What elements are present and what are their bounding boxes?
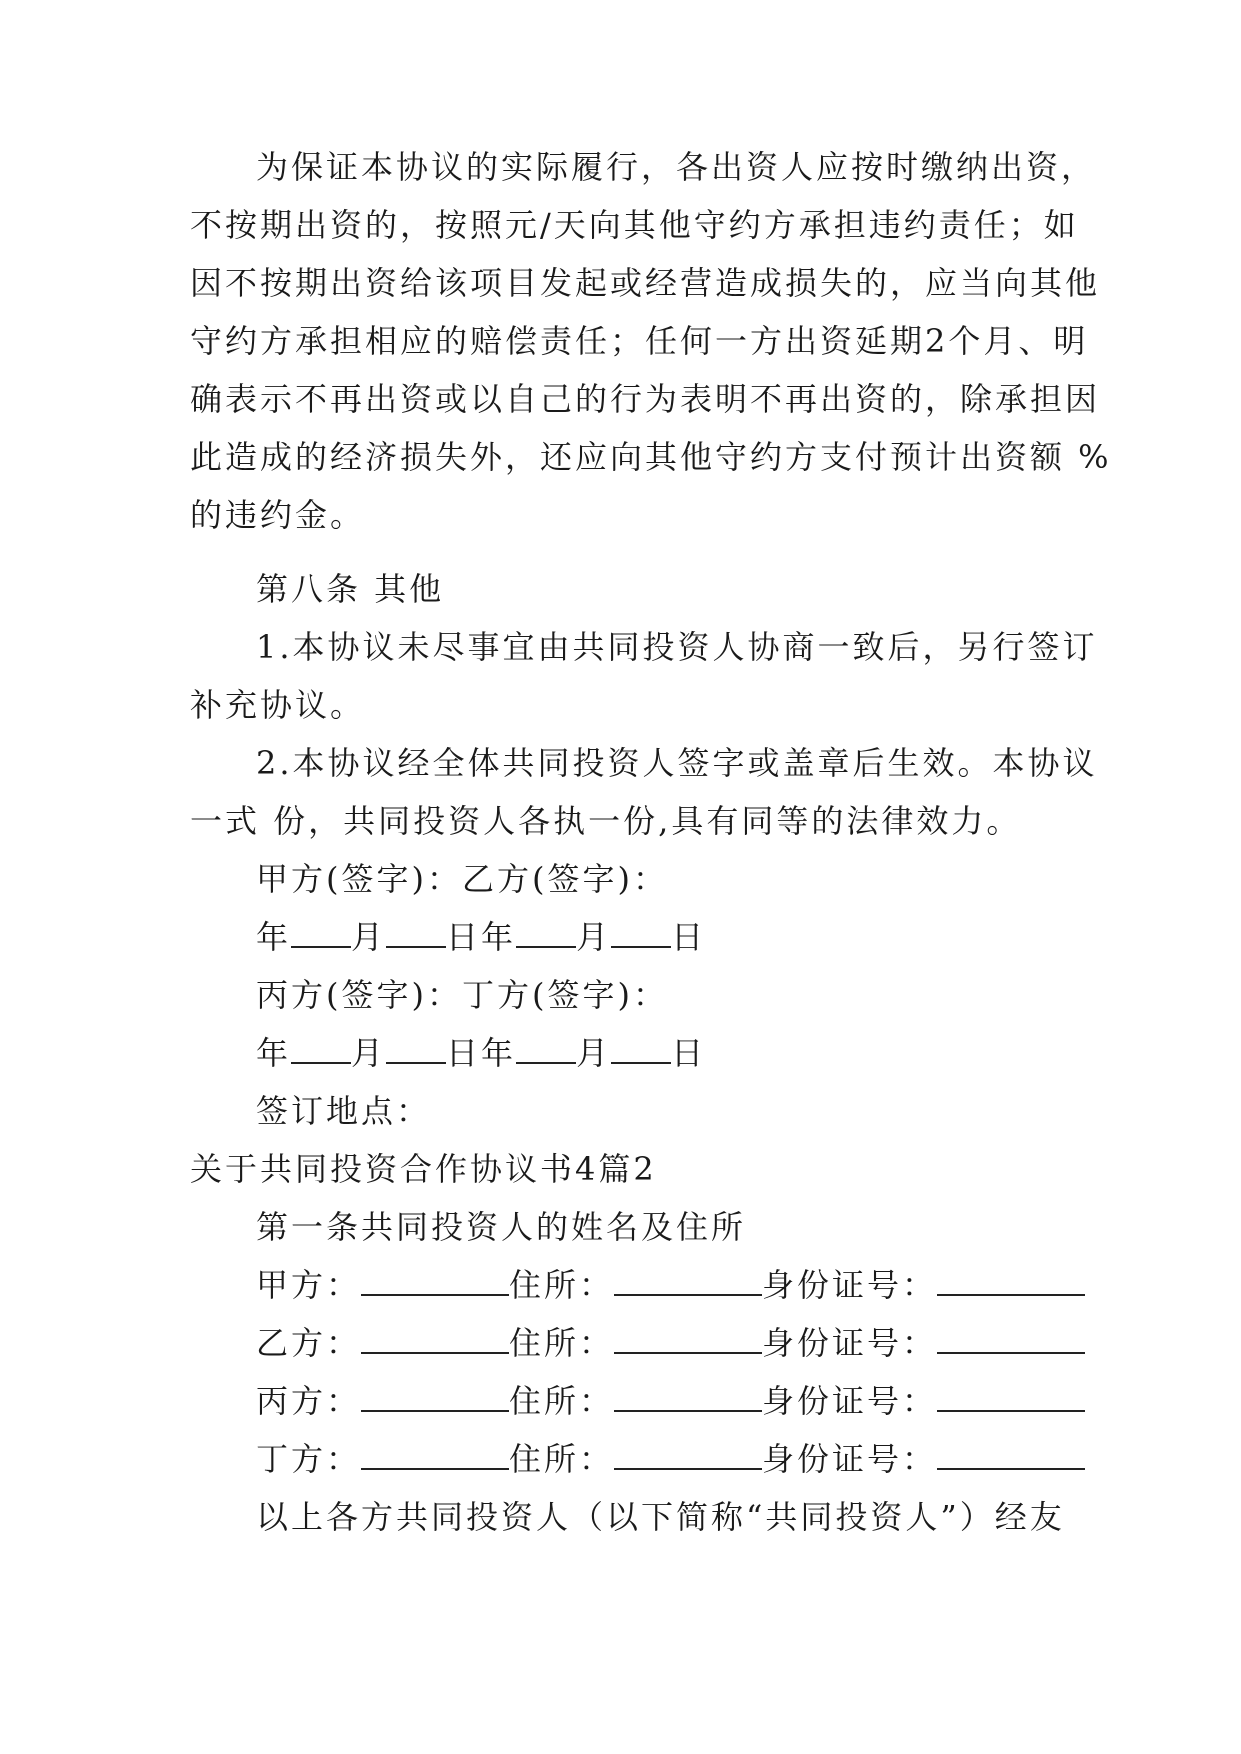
day-label: 日 — [446, 918, 482, 956]
day-blank[interactable] — [386, 1034, 446, 1064]
article-1-heading: 第一条共同投资人的姓名及住所 — [256, 1208, 747, 1246]
paragraph-line: 的违约金。 — [190, 496, 366, 534]
party-row — [256, 1430, 1085, 1488]
paragraph-line: 不按期出资的，按照元/天向其他守约方承担违约责任；如 — [190, 206, 1079, 244]
month-blank[interactable] — [291, 918, 351, 948]
party-label: 甲方： — [256, 1266, 362, 1304]
document-2-title: 关于共同投资合作协议书4篇2 — [190, 1150, 657, 1188]
day-blank[interactable] — [611, 918, 671, 948]
party-row — [256, 1256, 1085, 1314]
month-blank[interactable] — [516, 1034, 576, 1064]
id-label: 身份证号： — [762, 1440, 938, 1478]
year-label: 年 — [256, 918, 292, 956]
id-blank[interactable] — [937, 1382, 1085, 1412]
day-label: 日 — [671, 918, 707, 956]
party-row — [256, 1314, 1085, 1372]
signing-place: 签订地点： — [256, 1092, 432, 1130]
month-blank[interactable] — [291, 1034, 351, 1064]
heading-text: 第八条 其他 — [256, 570, 445, 608]
address-label: 住所： — [509, 1440, 615, 1478]
article-8-item-2 — [190, 734, 1098, 850]
address-blank[interactable] — [614, 1440, 762, 1470]
year-label: 年 — [481, 1034, 517, 1072]
id-label: 身份证号： — [762, 1266, 938, 1304]
party-label: 乙方： — [256, 1324, 362, 1362]
closing-line: 以上各方共同投资人（以下简称“共同投资人”）经友 — [256, 1498, 1065, 1536]
paragraph-line: 2.本协议经全体共同投资人签字或盖章后生效。本协议 — [256, 744, 1098, 782]
day-blank[interactable] — [386, 918, 446, 948]
address-label: 住所： — [509, 1266, 615, 1304]
id-blank[interactable] — [937, 1324, 1085, 1354]
month-blank[interactable] — [516, 918, 576, 948]
id-blank[interactable] — [937, 1266, 1085, 1296]
month-label: 月 — [576, 918, 612, 956]
month-label: 月 — [351, 918, 387, 956]
party-row — [256, 1372, 1085, 1430]
paragraph-line: 一式 份，共同投资人各执一份,具有同等的法律效力。 — [190, 802, 1022, 840]
address-label: 住所： — [509, 1324, 615, 1362]
day-blank[interactable] — [611, 1034, 671, 1064]
id-label: 身份证号： — [762, 1324, 938, 1362]
day-label: 日 — [671, 1034, 707, 1072]
paragraph-line: 1.本协议未尽事宜由共同投资人协商一致后，另行签订 — [256, 628, 1098, 666]
address-blank[interactable] — [614, 1382, 762, 1412]
id-blank[interactable] — [937, 1440, 1085, 1470]
party-label: 丁方： — [256, 1440, 362, 1478]
signature-row-ab: 甲方(签字)：乙方(签字)： — [256, 860, 668, 898]
date-row — [256, 1024, 706, 1082]
address-blank[interactable] — [614, 1266, 762, 1296]
id-label: 身份证号： — [762, 1382, 938, 1420]
day-label: 日 — [446, 1034, 482, 1072]
paragraph-line: 因不按期出资给该项目发起或经营造成损失的，应当向其他 — [190, 264, 1101, 302]
paragraph-line: 守约方承担相应的赔偿责任；任何一方出资延期2个月、明 — [190, 322, 1089, 360]
name-blank[interactable] — [361, 1324, 509, 1354]
article-8-heading — [190, 560, 1070, 618]
name-blank[interactable] — [361, 1382, 509, 1412]
party-label: 丙方： — [256, 1382, 362, 1420]
paragraph-line: 补充协议。 — [190, 686, 366, 724]
paragraph-line: 确表示不再出资或以自己的行为表明不再出资的，除承担因 — [190, 380, 1101, 418]
month-label: 月 — [576, 1034, 612, 1072]
breach-paragraph — [190, 138, 1112, 544]
year-label: 年 — [256, 1034, 292, 1072]
name-blank[interactable] — [361, 1266, 509, 1296]
article-8-item-1 — [190, 618, 1098, 734]
address-label: 住所： — [509, 1382, 615, 1420]
signature-row-cd: 丙方(签字)：丁方(签字)： — [256, 976, 668, 1014]
month-label: 月 — [351, 1034, 387, 1072]
paragraph-line: 此造成的经济损失外，还应向其他守约方支付预计出资额 % — [190, 438, 1112, 476]
paragraph-line: 为保证本协议的实际履行，各出资人应按时缴纳出资， — [256, 148, 1097, 186]
name-blank[interactable] — [361, 1440, 509, 1470]
year-label: 年 — [481, 918, 517, 956]
date-row — [256, 908, 706, 966]
address-blank[interactable] — [614, 1324, 762, 1354]
